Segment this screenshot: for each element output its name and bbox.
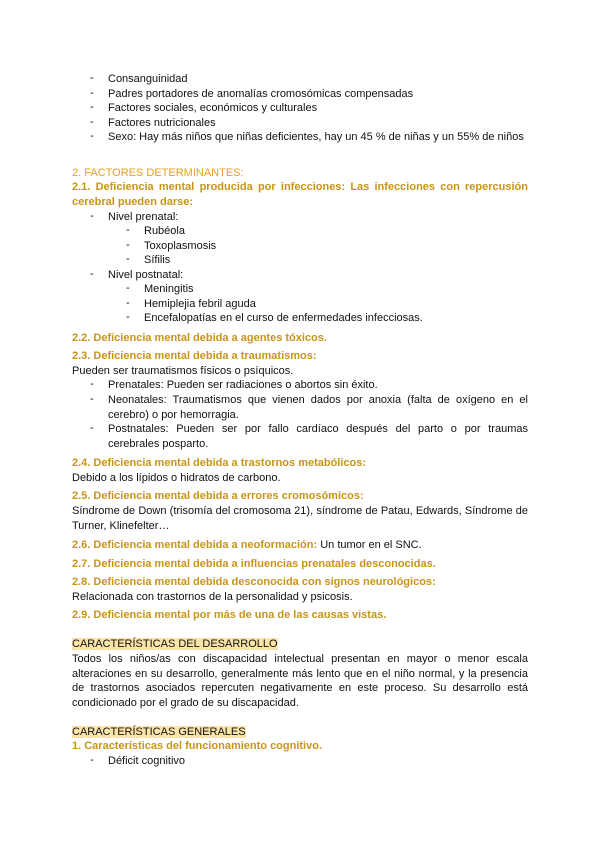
- list-item: Prenatales: Pueden ser radiaciones o abortos sin éxito.: [108, 379, 378, 391]
- list-item: Sífilis: [144, 254, 171, 266]
- list-item-postnatal: Nivel postnatal:: [108, 269, 184, 281]
- bullet-dash: -: [90, 210, 94, 222]
- list-item-prenatal: Nivel prenatal:: [108, 211, 179, 223]
- heading-2-9: 2.9. Deficiencia mental por más de una de las causas vistas.: [72, 609, 387, 621]
- list-item: Encefalopatías en el curso de enfermedades infecciosas.: [144, 312, 423, 324]
- list-item: Neonatales: Traumatismos que vienen dados por anoxia (falta de oxígeno en el cerebro) o por hemorragia.: [108, 394, 528, 421]
- bullet-dash: -: [126, 311, 130, 323]
- bullet-dash: -: [90, 422, 94, 434]
- bullet-dash: -: [90, 116, 94, 128]
- list-item: Toxoplasmosis: [144, 240, 217, 252]
- bullet-dash: -: [90, 378, 94, 390]
- list-item: Factores sociales, económicos y culturales: [108, 102, 318, 114]
- bullet-dash: -: [126, 297, 130, 309]
- heading-cognitivo: 1. Características del funcionamiento cognitivo.: [72, 740, 323, 752]
- paragraph: Debido a los lípidos o hidratos de carbono.: [72, 472, 281, 484]
- heading-2-5: 2.5. Deficiencia mental debida a errores cromosómicos:: [72, 490, 364, 502]
- heading-2-6-line: [72, 538, 528, 553]
- section-title-desarrollo-line: [72, 637, 528, 652]
- bullet-dash: -: [126, 224, 130, 236]
- paragraph: Pueden ser traumatismos físicos o psíquicos.: [72, 365, 294, 377]
- heading-2-3: 2.3. Deficiencia mental debida a traumatismos:: [72, 350, 317, 362]
- bullet-dash: -: [90, 101, 94, 113]
- list-item: Postnatales: Pueden ser por fallo cardíaco después del parto o por traumas cerebrales posparto.: [108, 423, 528, 450]
- list-item: Rubéola: [144, 225, 185, 237]
- section-title-generales-line: [72, 725, 528, 740]
- bullet-dash: -: [90, 754, 94, 766]
- heading-2-8: 2.8. Deficiencia mental debida desconocida con signos neurológicos:: [72, 576, 436, 588]
- bullet-dash: -: [90, 130, 94, 142]
- section-title-factores: 2. FACTORES DETERMINANTES:: [72, 167, 244, 179]
- list-item: Déficit cognitivo: [108, 755, 186, 767]
- bullet-dash: -: [90, 393, 94, 405]
- bullet-dash: -: [126, 282, 130, 294]
- heading-2-2: 2.2. Deficiencia mental debida a agentes tóxicos.: [72, 332, 327, 344]
- list-item: Padres portadores de anomalías cromosómicas compensadas: [108, 88, 414, 100]
- list-item: Factores nutricionales: [108, 117, 216, 129]
- section-title-generales: CARACTERÍSTICAS GENERALES: [72, 726, 246, 738]
- list-item: Sexo: Hay más niños que niñas deficientes, hay un 45 % de niñas y un 55% de niños: [108, 131, 524, 143]
- list-item: Meningitis: [144, 283, 194, 295]
- bullet-dash: -: [90, 87, 94, 99]
- bullet-dash: -: [90, 72, 94, 84]
- bullet-dash: -: [90, 268, 94, 280]
- paragraph: Todos los niños/as con discapacidad intelectual presentan en mayor o menor escala alteraciones en su desarrollo, generalmente más lento que en el niño normal, y la presencia de trastornos asociados repercuten negativamente en este proceso. Su desarrollo está condicionado por el grado de su discapacidad.: [72, 653, 528, 709]
- heading-2-1: 2.1. Deficiencia mental producida por infecciones: Las infecciones con repercusión cerebral pueden darse:: [72, 181, 528, 208]
- list-item: Consanguinidad: [108, 73, 188, 85]
- bullet-dash: -: [126, 239, 130, 251]
- heading-2-4: 2.4. Deficiencia mental debida a trastornos metabólicos:: [72, 457, 367, 469]
- bullet-dash: -: [126, 253, 130, 265]
- heading-2-7: 2.7. Deficiencia mental debida a influencias prenatales desconocidas.: [72, 558, 436, 570]
- heading-2-6: 2.6. Deficiencia mental debida a neoformación:: [72, 539, 318, 551]
- paragraph: Síndrome de Down (trisomía del cromosoma 21), síndrome de Patau, Edwards, Síndrome de Turner, Klinefelter…: [72, 505, 528, 532]
- list-item: Hemiplejia febril aguda: [144, 298, 256, 310]
- paragraph: Un tumor en el SNC.: [320, 539, 422, 551]
- section-title-desarrollo: CARACTERÍSTICAS DEL DESARROLLO: [72, 638, 278, 650]
- paragraph: Relacionada con trastornos de la personalidad y psicosis.: [72, 591, 353, 603]
